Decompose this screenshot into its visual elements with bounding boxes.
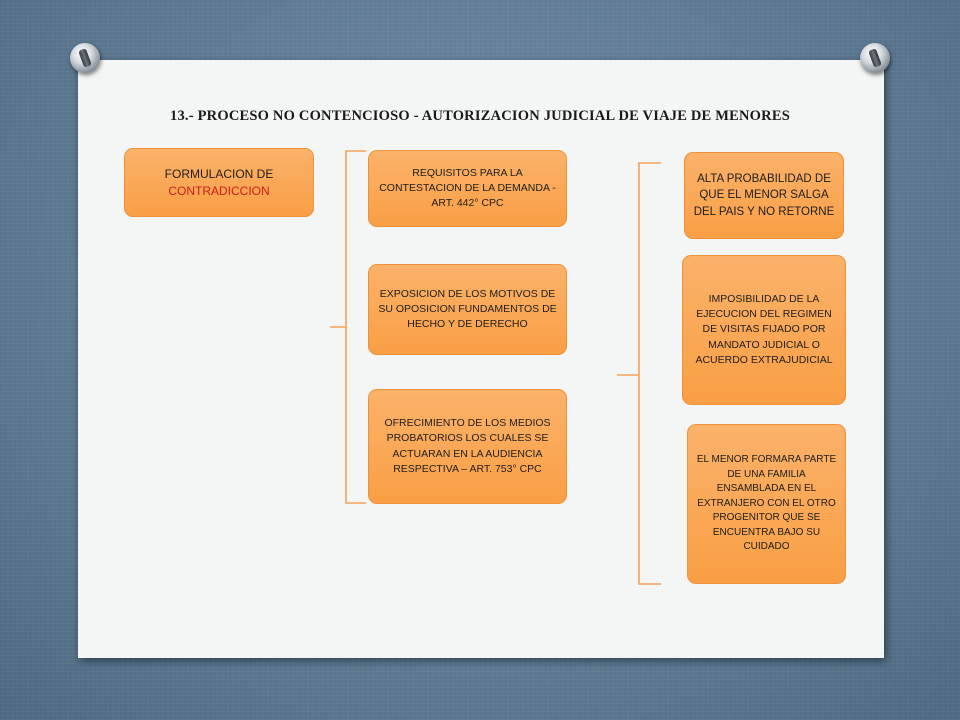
node-requisitos-contestacion: REQUISITOS PARA LA CONTESTACION DE LA DEMANDA - ART. 442° CPC <box>368 150 567 227</box>
node-imposibilidad-ejecucion: IMPOSIBILIDAD DE LA EJECUCION DEL REGIMEN DE VISITAS FIJADO POR MANDATO JUDICIAL O ACUERDO EXTRAJUDICIAL <box>682 255 846 405</box>
bracket-requirements <box>330 151 366 503</box>
root-label-line2: CONTRADICCION <box>168 183 270 198</box>
node-exposicion-motivos: EXPOSICION DE LOS MOTIVOS DE SU OPOSICION FUNDAMENTOS DE HECHO Y DE DERECHO <box>368 264 567 355</box>
bracket-grounds <box>617 163 661 584</box>
node-familia-ensamblada: EL MENOR FORMARA PARTE DE UNA FAMILIA ENSAMBLADA EN EL EXTRANJERO CON EL OTRO PROGENITOR QUE SE ENCUENTRA BAJO SU CUIDADO <box>687 424 846 584</box>
node-alta-probabilidad: ALTA PROBABILIDAD DE QUE EL MENOR SALGA DEL PAIS Y NO RETORNE <box>684 152 844 239</box>
diagram-title: 13.- PROCESO NO CONTENCIOSO - AUTORIZACION JUDICIAL DE VIAJE DE MENORES <box>170 108 790 124</box>
root-label-line1: FORMULACION DE <box>164 166 274 181</box>
node-ofrecimiento-medios-probatorios: OFRECIMIENTO DE LOS MEDIOS PROBATORIOS LOS CUALES SE ACTUARAN EN LA AUDIENCIA RESPECTIVA – ART. 753° CPC <box>368 389 567 504</box>
